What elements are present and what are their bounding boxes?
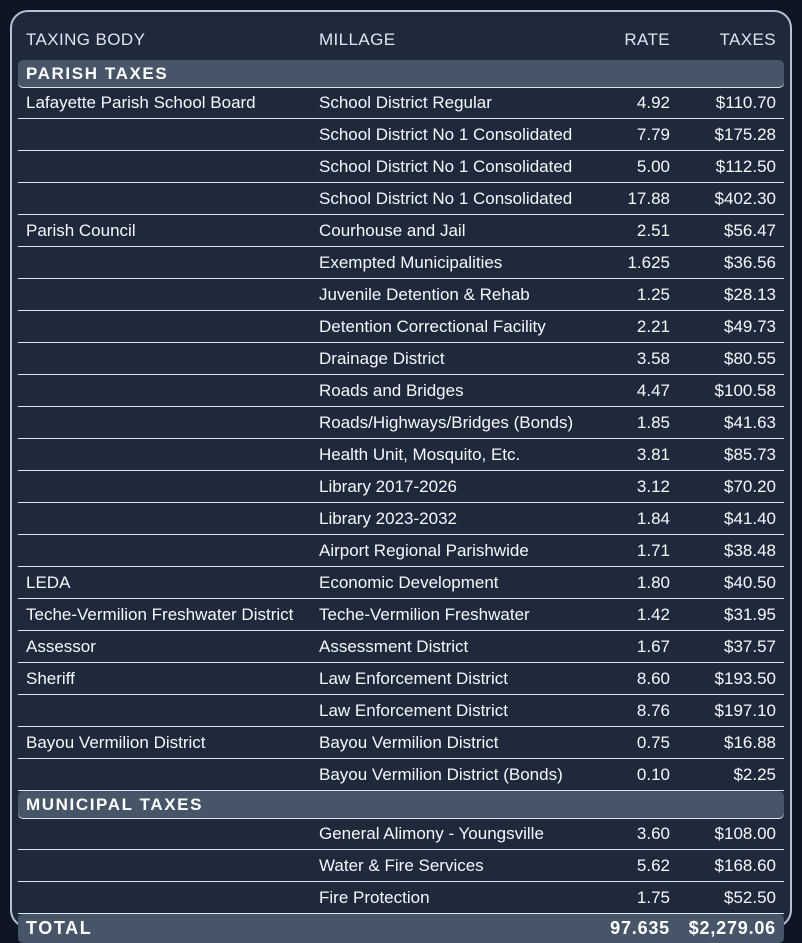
rate-cell: 5.62 — [636, 855, 670, 875]
taxing-body-cell: LEDA — [26, 572, 71, 592]
rate-cell: 7.79 — [636, 124, 670, 144]
taxes-cell: $38.48 — [724, 540, 776, 560]
taxes-cell: $49.73 — [724, 316, 776, 336]
rate-cell: 1.84 — [636, 508, 670, 528]
rate-cell: 3.58 — [636, 348, 670, 368]
millage-cell: Assessment District — [319, 636, 469, 656]
table-row — [18, 727, 784, 759]
taxes-cell: $41.40 — [724, 508, 776, 528]
table-row — [18, 850, 784, 882]
rate-cell: 0.10 — [636, 764, 670, 784]
table-row — [18, 279, 784, 311]
rate-cell: 1.71 — [636, 540, 670, 560]
total-rate: 97.635 — [610, 918, 670, 938]
taxing-body-cell: Teche-Vermilion Freshwater District — [26, 604, 294, 624]
taxes-cell: $175.28 — [714, 124, 776, 144]
column-header-taxing-body: TAXING BODY — [26, 30, 146, 49]
millage-cell: Drainage District — [319, 348, 445, 368]
millage-cell: Roads/Highways/Bridges (Bonds) — [319, 412, 574, 432]
rate-cell: 1.75 — [636, 887, 670, 907]
millage-cell: School District No 1 Consolidated — [319, 124, 573, 144]
rate-cell: 1.85 — [636, 412, 670, 432]
total-label: TOTAL — [26, 918, 93, 938]
millage-cell: School District No 1 Consolidated — [319, 188, 573, 208]
rate-cell: 1.80 — [636, 572, 670, 592]
millage-cell: Library 2023-2032 — [319, 508, 457, 528]
table-row — [18, 695, 784, 727]
table-row — [18, 439, 784, 471]
taxing-body-cell: Bayou Vermilion District — [26, 732, 206, 752]
taxes-cell: $16.88 — [724, 732, 776, 752]
table-row — [18, 343, 784, 375]
rate-cell: 2.51 — [636, 220, 670, 240]
millage-cell: Airport Regional Parishwide — [319, 540, 529, 560]
millage-cell: Fire Protection — [319, 887, 430, 907]
rate-cell: 3.81 — [636, 444, 670, 464]
taxes-cell: $37.57 — [724, 636, 776, 656]
taxes-cell: $168.60 — [714, 855, 776, 875]
taxes-cell: $28.13 — [724, 284, 776, 304]
millage-cell: Bayou Vermilion District (Bonds) — [319, 764, 563, 784]
taxes-cell: $41.63 — [724, 412, 776, 432]
millage-cell: Law Enforcement District — [319, 700, 508, 720]
table-row — [18, 407, 784, 439]
tax-breakdown-card — [10, 10, 792, 938]
millage-cell: Law Enforcement District — [319, 668, 508, 688]
taxing-body-cell: Parish Council — [26, 220, 136, 240]
rate-cell: 2.21 — [636, 316, 670, 336]
rate-cell: 3.12 — [636, 476, 670, 496]
rate-cell: 8.76 — [636, 700, 670, 720]
taxes-cell: $402.30 — [714, 188, 776, 208]
rate-cell: 17.88 — [627, 188, 670, 208]
millage-cell: Bayou Vermilion District — [319, 732, 499, 752]
millage-cell: Health Unit, Mosquito, Etc. — [319, 444, 521, 464]
taxes-cell: $112.50 — [715, 156, 776, 176]
table-row — [18, 535, 784, 567]
rate-cell: 4.92 — [636, 92, 670, 112]
rate-cell: 5.00 — [636, 156, 670, 176]
table-header-row — [18, 20, 784, 60]
rate-cell: 0.75 — [636, 732, 670, 752]
millage-cell: Roads and Bridges — [319, 380, 464, 400]
taxing-body-cell: Lafayette Parish School Board — [26, 92, 256, 112]
table-row — [18, 631, 784, 663]
rate-cell: 4.47 — [636, 380, 670, 400]
table-row — [18, 471, 784, 503]
millage-cell: Courhouse and Jail — [319, 220, 466, 240]
table-row — [18, 119, 784, 151]
table-row — [18, 151, 784, 183]
millage-cell: General Alimony - Youngsville — [319, 823, 544, 843]
rate-cell: 3.60 — [636, 823, 670, 843]
taxing-body-cell: Assessor — [26, 636, 96, 656]
millage-cell: School District No 1 Consolidated — [319, 156, 573, 176]
table-row — [18, 87, 784, 119]
column-header-taxes: TAXES — [719, 30, 776, 49]
taxing-body-cell: Sheriff — [26, 668, 75, 688]
section-header-label: MUNICIPAL TAXES — [26, 794, 204, 814]
millage-cell: Detention Correctional Facility — [319, 316, 546, 336]
taxes-cell: $100.58 — [714, 380, 776, 400]
taxes-cell: $80.55 — [724, 348, 776, 368]
rate-cell: 1.67 — [636, 636, 670, 656]
table-row — [18, 567, 784, 599]
table-row — [18, 882, 784, 914]
table-row — [18, 183, 784, 215]
taxes-cell: $52.50 — [724, 887, 776, 907]
table-row — [18, 599, 784, 631]
section-header-parish-taxes — [18, 60, 784, 87]
millage-cell: Economic Development — [319, 572, 499, 592]
taxes-cell: $85.73 — [724, 444, 776, 464]
section-header-municipal-taxes — [18, 791, 784, 818]
taxes-cell: $108.00 — [714, 823, 776, 843]
taxes-cell: $40.50 — [724, 572, 776, 592]
table-row — [18, 503, 784, 535]
taxes-cell: $70.20 — [724, 476, 776, 496]
taxes-cell: $197.10 — [714, 700, 776, 720]
table-body — [18, 60, 784, 914]
millage-cell: Juvenile Detention & Rehab — [319, 284, 530, 304]
millage-cell: Teche-Vermilion Freshwater — [319, 604, 530, 624]
millage-cell: Exempted Municipalities — [319, 252, 503, 272]
table-row — [18, 375, 784, 407]
taxes-cell: $56.47 — [724, 220, 776, 240]
column-header-rate: RATE — [624, 30, 670, 49]
total-taxes: $2,279.06 — [688, 918, 776, 938]
table-row — [18, 311, 784, 343]
rate-cell: 1.25 — [636, 284, 670, 304]
table-row — [18, 759, 784, 791]
section-header-label: PARISH TAXES — [26, 63, 169, 83]
millage-cell: Library 2017-2026 — [319, 476, 457, 496]
table-row — [18, 215, 784, 247]
taxes-cell: $193.50 — [714, 668, 776, 688]
taxes-cell: $31.95 — [724, 604, 776, 624]
rate-cell: 1.625 — [627, 252, 670, 272]
millage-cell: School District Regular — [319, 92, 492, 112]
taxes-cell: $36.56 — [724, 252, 776, 272]
taxes-cell: $2.25 — [733, 764, 776, 784]
table-row — [18, 663, 784, 695]
rate-cell: 8.60 — [636, 668, 670, 688]
millage-cell: Water & Fire Services — [319, 855, 484, 875]
table-row — [18, 818, 784, 850]
rate-cell: 1.42 — [636, 604, 670, 624]
taxes-cell: $110.70 — [715, 92, 776, 112]
table-row — [18, 247, 784, 279]
column-header-millage: MILLAGE — [319, 30, 396, 49]
